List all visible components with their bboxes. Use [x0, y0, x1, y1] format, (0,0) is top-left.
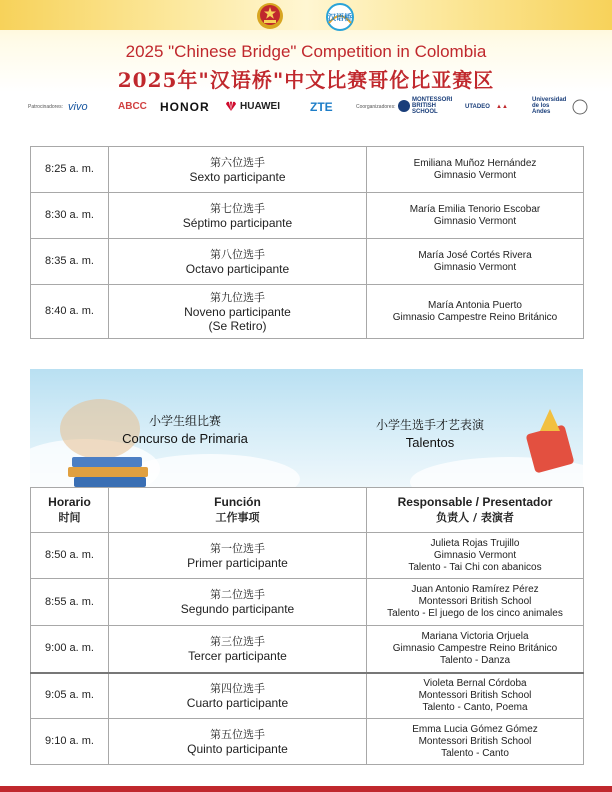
table-row	[31, 719, 584, 765]
participant-name: María Antonia Puerto	[428, 299, 522, 311]
huawei-wordmark: HUAWEI	[240, 101, 280, 112]
participant-talent: Talento - Danza	[439, 654, 511, 666]
sponsor-abcc-logo: ABCC	[118, 101, 147, 112]
participant-talent: Talento - El juego de los cinco animales	[387, 608, 563, 619]
sponsors-strip	[0, 97, 612, 117]
participant-school: Gimnasio Vermont	[433, 169, 517, 181]
participant-school: Montessori British School	[418, 596, 532, 607]
time-cell: 8:40 a. m.	[31, 285, 109, 339]
responsible-cell	[367, 533, 584, 579]
organizer-red-logo-icon: ▲▲	[496, 104, 508, 110]
time-cell: 8:55 a. m.	[31, 579, 109, 626]
organizers-label: Coorganizadores:	[356, 104, 396, 110]
table-row	[31, 579, 584, 626]
role-cell	[109, 626, 367, 673]
sponsors-label: Patrocinadores:	[28, 104, 64, 110]
organizer-uniandes-logo	[532, 97, 568, 117]
role-cell	[109, 533, 367, 579]
banner-right-es: Talentos	[405, 435, 455, 450]
sponsor-huawei-logo	[225, 97, 280, 117]
responsible-cell	[367, 579, 584, 626]
role-zh: 第六位选手	[210, 155, 265, 169]
header-role-zh: 工作事项	[215, 511, 260, 524]
table-header-row	[31, 488, 584, 533]
role-es: Octavo participante	[185, 261, 290, 276]
role-es: Segundo participante	[180, 602, 295, 616]
participant-name: María José Cortés Rivera	[418, 249, 532, 261]
sponsor-vivo-logo: vivo	[68, 101, 88, 113]
participant-school: Gimnasio Vermont	[433, 549, 517, 561]
montessori-wordmark: MONTESSORI BRITISH SCHOOL	[412, 97, 453, 116]
banner-left-es: Concurso de Primaria	[122, 431, 248, 446]
role-es: Séptimo participante	[182, 215, 293, 230]
table-row	[31, 673, 584, 719]
national-emblem-icon	[256, 2, 284, 30]
role-zh: 第三位选手	[210, 634, 265, 648]
participant-name: Emma Lucia Gómez Gómez	[412, 723, 538, 735]
header-resp-zh: 负责人 / 表演者	[436, 511, 514, 524]
role-cell	[109, 719, 367, 765]
table-row	[31, 147, 584, 193]
page-header	[0, 0, 612, 92]
participant-name: Emiliana Muñoz Hernández	[413, 157, 537, 169]
role-cell	[109, 579, 367, 626]
responsible-cell	[367, 147, 584, 193]
section-banner	[30, 369, 583, 487]
participant-school: Gimnasio Campestre Reino Británico	[392, 311, 558, 323]
time-cell: 8:35 a. m.	[31, 239, 109, 285]
role-note: (Se Retiro)	[208, 318, 267, 333]
participant-talent: Talento - Canto, Poema	[422, 701, 528, 713]
participant-school: Montessori British School	[418, 735, 532, 747]
chinese-bridge-logo-icon	[325, 3, 355, 31]
footer-band	[0, 786, 612, 792]
schedule-table-bottom	[30, 487, 584, 765]
header-time-es: Horario	[48, 495, 91, 509]
role-es: Quinto participante	[187, 741, 288, 756]
table-row	[31, 239, 584, 285]
banner-right-title	[355, 417, 505, 451]
responsible-cell	[367, 285, 584, 339]
page-title-en: 2025 "Chinese Bridge" Competition in Colombia	[125, 42, 487, 61]
role-zh: 第二位选手	[210, 588, 265, 601]
chinese-bridge-logo-text: 汉语桥	[328, 13, 352, 22]
organizer-montessori-logo	[398, 97, 453, 117]
header-role-es: Función	[214, 495, 261, 509]
role-cell	[109, 193, 367, 239]
role-es: Cuarto participante	[186, 695, 289, 710]
table-row	[31, 626, 584, 673]
time-cell: 9:05 a. m.	[31, 673, 109, 719]
role-cell	[109, 147, 367, 193]
participant-name: Violeta Bernal Córdoba	[423, 677, 527, 689]
role-es: Tercer participante	[188, 648, 287, 663]
sponsor-zte-logo: ZTE	[310, 100, 333, 114]
schedule-table-top	[30, 146, 584, 339]
header-resp-es: Responsable / Presentador	[397, 495, 553, 509]
banner-right-zh: 小学生选手才艺表演	[375, 418, 484, 432]
table-row	[31, 285, 584, 339]
participant-school: Montessori British School	[418, 689, 532, 701]
table-row	[31, 533, 584, 579]
responsible-cell	[367, 193, 584, 239]
participant-school: Gimnasio Campestre Reino Británico	[392, 642, 558, 654]
role-es: Noveno participante	[184, 304, 291, 319]
participant-name: María Emilia Tenorio Escobar	[409, 203, 541, 215]
participant-school: Gimnasio Vermont	[433, 215, 517, 227]
role-cell	[109, 285, 367, 339]
responsible-cell	[367, 673, 584, 719]
time-cell: 8:30 a. m.	[31, 193, 109, 239]
pencil-icon	[526, 409, 575, 473]
participant-name: Mariana Victoria Orjuela	[421, 630, 529, 642]
sponsor-honor-logo: HONOR	[160, 100, 210, 114]
role-zh: 第四位选手	[210, 681, 265, 695]
participant-talent: Talento - Canto	[441, 747, 509, 759]
huawei-petal-icon	[225, 101, 237, 111]
role-cell	[109, 673, 367, 719]
table-row	[31, 193, 584, 239]
header-role	[109, 488, 367, 533]
organizer-utadeo-logo: UTADEO	[465, 104, 490, 110]
responsible-cell	[367, 239, 584, 285]
header-time	[31, 488, 109, 533]
role-cell	[109, 239, 367, 285]
time-cell: 9:00 a. m.	[31, 626, 109, 673]
montessori-crest-icon	[398, 100, 410, 112]
responsible-cell	[367, 719, 584, 765]
participant-school: Gimnasio Vermont	[433, 261, 517, 273]
role-zh: 第一位选手	[210, 541, 265, 555]
role-zh: 第七位选手	[210, 201, 265, 215]
participant-name: Juan Antonio Ramírez Pérez	[411, 584, 539, 595]
uniandes-wordmark: Universidad de los Andes	[532, 97, 567, 116]
participant-name: Julieta Rojas Trujillo	[430, 537, 520, 549]
header-responsible	[367, 488, 584, 533]
role-es: Primer participante	[187, 555, 288, 570]
role-zh: 第九位选手	[210, 290, 265, 304]
participant-talent: Talento - Tai Chi con abanicos	[408, 561, 542, 573]
role-es: Sexto participante	[189, 169, 286, 184]
time-cell: 8:25 a. m.	[31, 147, 109, 193]
time-cell: 9:10 a. m.	[31, 719, 109, 765]
page-title-zh: 2025年"汉语桥"中文比赛哥伦比亚赛区	[117, 68, 495, 92]
role-zh: 第五位选手	[210, 727, 265, 741]
banner-left-zh: 小学生组比赛	[148, 414, 221, 428]
header-band	[0, 0, 612, 30]
responsible-cell	[367, 626, 584, 673]
banner-left-title	[110, 413, 260, 447]
uniandes-seal-icon	[572, 97, 588, 117]
role-zh: 第八位选手	[210, 247, 265, 261]
time-cell: 8:50 a. m.	[31, 533, 109, 579]
header-time-zh: 时间	[58, 511, 81, 524]
